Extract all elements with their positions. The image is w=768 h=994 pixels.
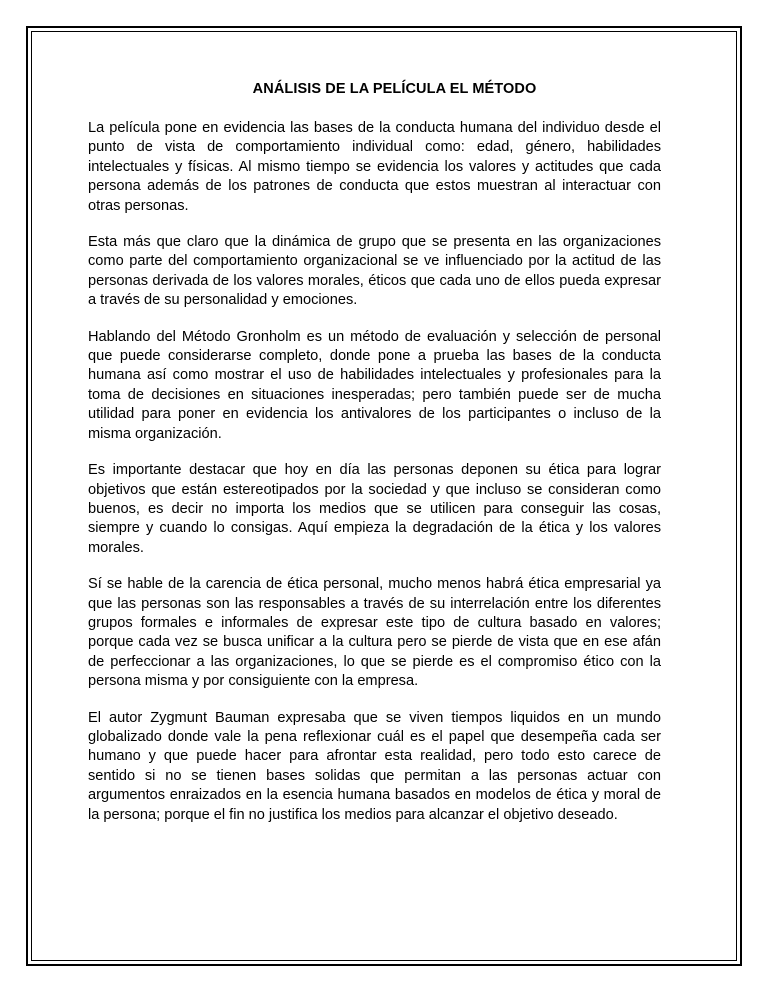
paragraph-6: El autor Zygmunt Bauman expresaba que se viven tiempos liquidos en un mundo globalizado donde vale la pena reflexionar cuál es el papel que desempeña cada ser humano y que puede hacer para afrontar esta realidad, pero todo esto carece de sentido si no se tienen bases solidas que permitan a las personas actuar con argumentos enraizados en la esencia humana basados en modelos de ética y moral de la persona; porque el fin no justifica los medios para alcanzar el objetivo deseado. (88, 709, 661, 823)
paragraph-1: La película pone en evidencia las bases de la conducta humana del individuo desde el punto de vista de comportamiento individual como: edad, género, habilidades intelectuales y físicas. Al mismo tiempo se evidencia los valores y actitudes que cada persona además de los patrones de conducta que estos muestran al interactuar con otras personas. (88, 120, 661, 214)
document-title: ANÁLISIS DE LA PELÍCULA EL MÉTODO (252, 81, 537, 97)
document-body (88, 80, 661, 842)
paragraph-3: Hablando del Método Gronholm es un método de evaluación y selección de personal que puede considerarse completo, donde pone a prueba las bases de la conducta humana así como mostrar el uso de habilidades intelectuales y profesionales para la toma de decisiones en situaciones inesperadas; pero también puede ser de mucha utilidad para poner en evidencia los antivalores de los participantes o incluso de la misma organización. (88, 328, 661, 442)
paragraph-4: Es importante destacar que hoy en día las personas deponen su ética para lograr objetivos que están estereotipados por la sociedad y que incluso se consideran como buenos, es decir no importa los medios que se utilicen para conseguir las cosas, siempre y cuando lo consigas. Aquí empieza la degradación de la ética y los valores morales. (88, 462, 661, 556)
paragraph-2: Esta más que claro que la dinámica de grupo que se presenta en las organizaciones como parte del comportamiento organizacional se ve influenciado por la actitud de las personas derivada de los valores morales, éticos que cada uno de ellos pueda expresar a través de su personalidad y emociones. (88, 234, 661, 309)
paragraph-5: Sí se hable de la carencia de ética personal, mucho menos habrá ética empresarial ya que las personas son las responsables a través de su interrelación entre los diferentes grupos formales e informales de expresar este tipo de cultura basado en valores; porque cada vez se busca unificar a la cultura pero se pierde de vista que en ese afán de perfeccionar a las organizaciones, lo que se pierde es el compromiso ético con la persona misma y por consiguiente con la empresa. (88, 576, 661, 690)
